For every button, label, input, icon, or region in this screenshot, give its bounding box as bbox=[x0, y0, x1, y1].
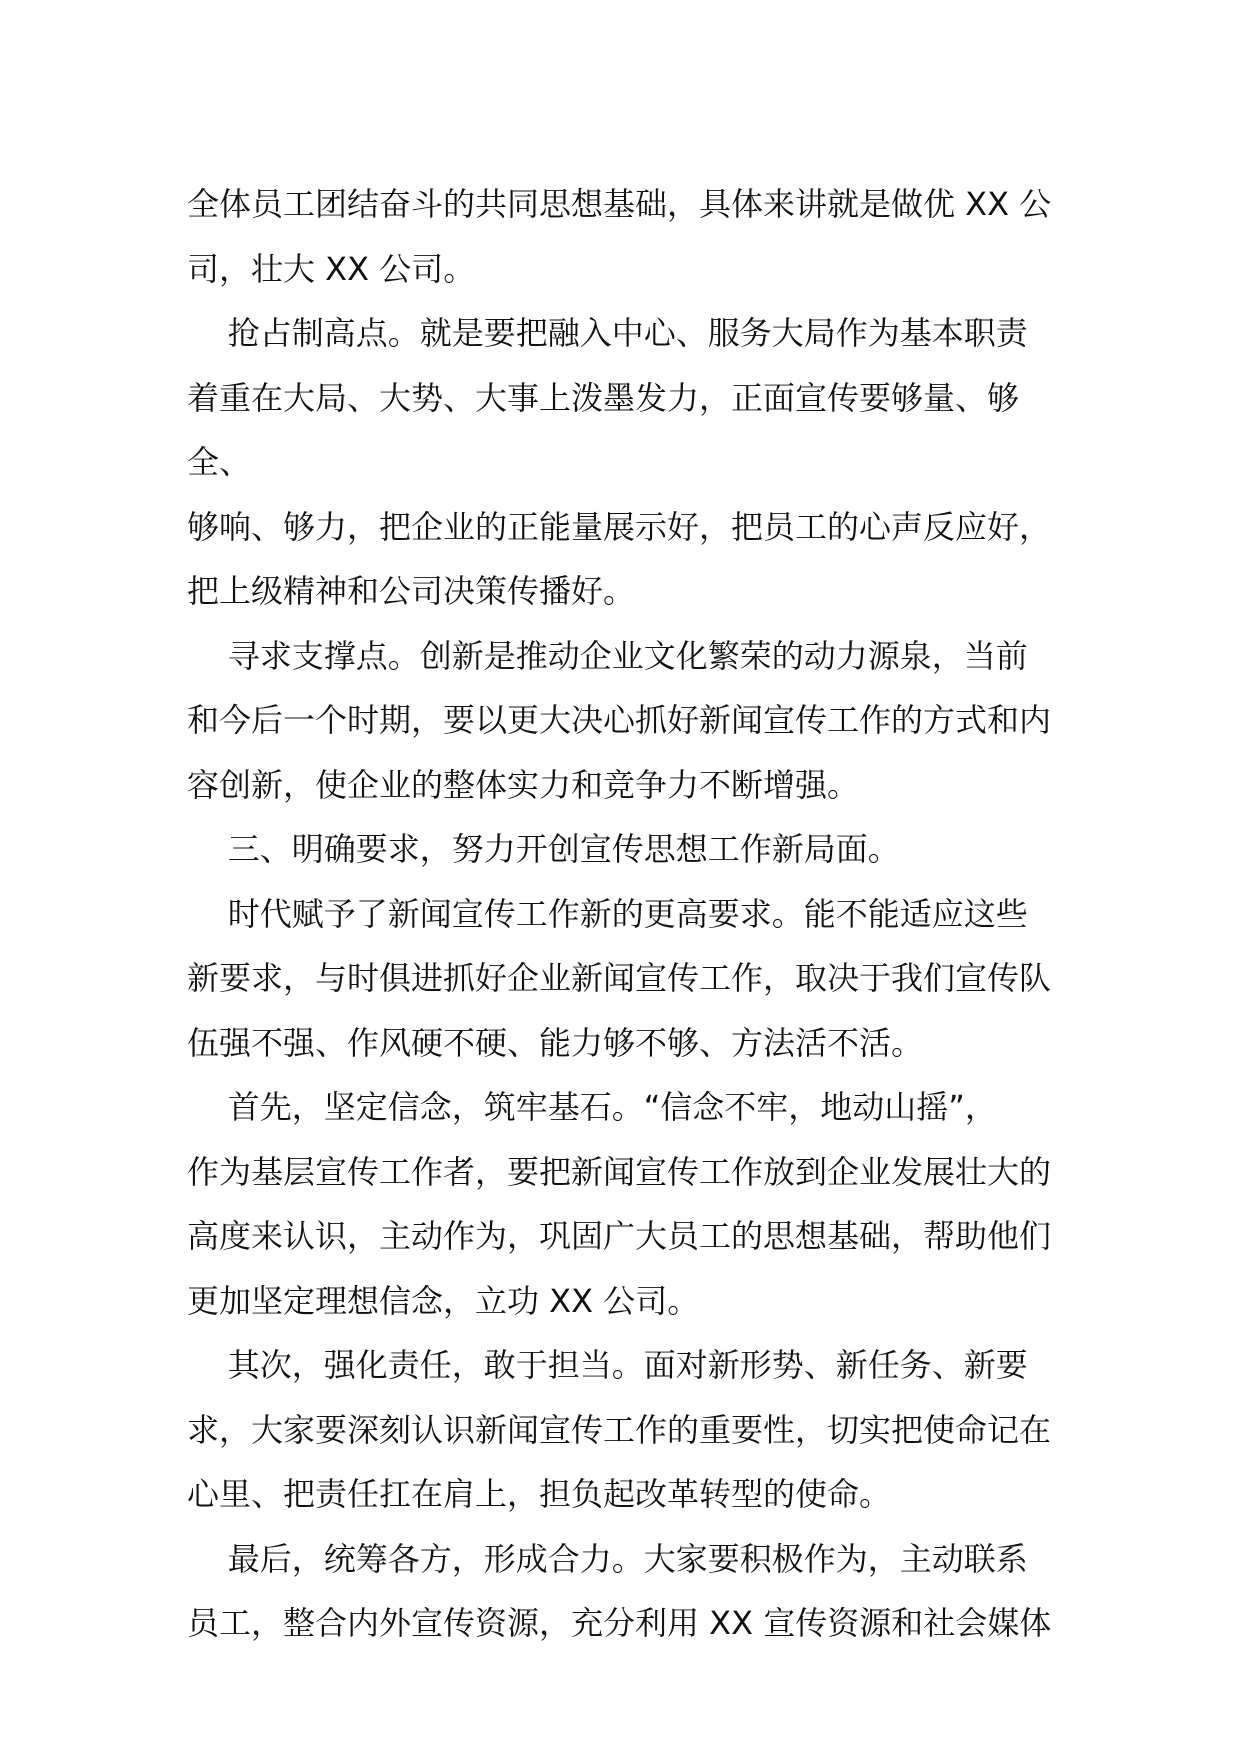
text-line: 司，壮大 XX 公司。 bbox=[187, 249, 476, 288]
text-line: 着重在大局、大势、大事上泼墨发力，正面宣传要够量、够全、 bbox=[187, 378, 1020, 481]
text-line: 作为基层宣传工作者，要把新闻宣传工作放到企业发展壮大的 bbox=[187, 1152, 1052, 1191]
text-line: 高度来认识，主动作为，巩固广大员工的思想基础，帮助他们 bbox=[187, 1217, 1052, 1255]
text-line: 更加坚定理想信念，立功 XX 公司。 bbox=[187, 1281, 700, 1320]
text-line: 寻求支撑点。创新是推动企业文化繁荣的动力源泉，当前 bbox=[187, 636, 1028, 675]
text-line: 伍强不强、作风硬不硬、能力够不够、方法活不活。 bbox=[187, 1023, 924, 1062]
text-line: 新要求，与时俱进抓好企业新闻宣传工作，取决于我们宣传队 bbox=[187, 959, 1052, 997]
text-line: 容创新，使企业的整体实力和竞争力不断增强。 bbox=[187, 765, 860, 804]
text-line: 时代赋予了新闻宣传工作新的更高要求。能不能适应这些 bbox=[187, 894, 1028, 933]
text-line: 首先，坚定信念，筑牢基石。“信念不牢，地动山摇”， bbox=[187, 1088, 997, 1126]
text-line: 够响、够力，把企业的正能量展示好，把员工的心声反应好， bbox=[187, 507, 1052, 546]
text-line: 把上级精神和公司决策传播好。 bbox=[187, 572, 636, 610]
text-line: 最后，统筹各方，形成合力。大家要积极作为，主动联系 bbox=[187, 1539, 1028, 1578]
text-line: 其次，强化责任，敢于担当。面对新形势、新任务、新要 bbox=[187, 1346, 1028, 1384]
text-line: 全体员工团结奋斗的共同思想基础，具体来讲就是做优 XX 公 bbox=[187, 185, 1052, 223]
text-line: 抢占制高点。就是要把融入中心、服务大局作为基本职责 bbox=[187, 314, 1028, 352]
text-line: 和今后一个时期，要以更大决心抓好新闻宣传工作的方式和内 bbox=[187, 701, 1052, 739]
section-heading: 三、明确要求，努力开创宣传思想工作新局面。 bbox=[187, 830, 900, 868]
document-body bbox=[187, 172, 1067, 1656]
text-line: 心里、把责任扛在肩上，担负起改革转型的使命。 bbox=[187, 1475, 892, 1513]
text-line: 求，大家要深刻认识新闻宣传工作的重要性，切实把使命记在 bbox=[187, 1410, 1052, 1449]
text-line: 员工，整合内外宣传资源，充分利用 XX 宣传资源和社会媒体 bbox=[187, 1604, 1052, 1642]
